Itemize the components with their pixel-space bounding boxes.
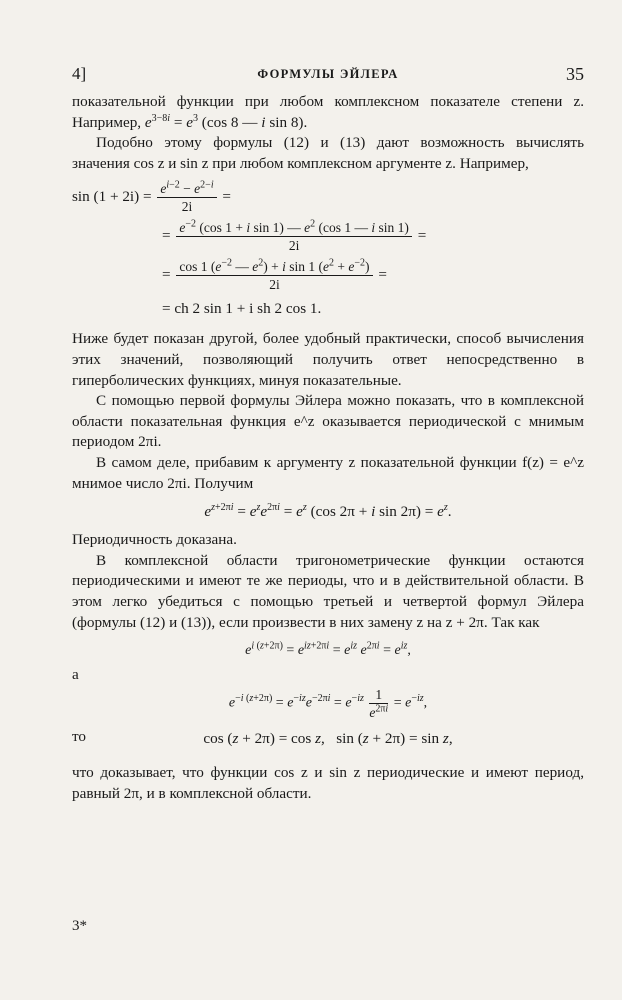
fraction-2-denominator: 2i: [288, 238, 300, 254]
page-body: [72, 60, 584, 804]
running-header: [72, 60, 584, 86]
fraction-2: [176, 219, 412, 254]
fraction-1-denominator: 2i: [181, 199, 193, 215]
word-to: то: [72, 727, 87, 745]
equation-e-minus-iz: $e^{-i (z+2\pi)} = e^{-iz}e^{-2\pi i} = e^{-iz}$ $\frac{1}{e^{2\pi i}}$ = $e^{-iz}$,: [228, 686, 428, 720]
running-title: ФОРМУЛЫ ЭЙЛЕРА: [257, 67, 399, 81]
paragraph-1: показательной функции при любом комплексном показателе степени z. Например, $e^{3-8i} = e^3$ (cos 8 — i sin 8).: [72, 93, 584, 131]
equation-sin-1: sin (1 + 2i) = $\frac{e^{i-2} - e^{2-i}}{2i}$ =: [72, 179, 231, 215]
fraction-4-denominator: $e^{2\pi i}$: [369, 703, 389, 720]
fraction-3-numerator: cos 1 ($e^{-2}$ — $e^2) + i$ sin 1 $(e^2 + e^{-2})$: [176, 258, 372, 276]
fraction-1-numerator: $e^{i-2} - e^{2-i}$: [157, 180, 216, 198]
equation-eiz: $e^{i (z+2\pi)} = e^{iz+2\pi i} = e^{iz}$ $e^{2\pi i} = e^{iz}$,: [245, 640, 411, 659]
equation-sin-4: = ch 2 sin 1 + i sh 2 cos 1.: [162, 300, 322, 318]
equation-trig-period: cos (z + 2π) = cos z, sin (z + 2π) = sin z,: [203, 730, 453, 748]
fraction-4-numerator: 1: [369, 686, 388, 704]
page-number: 35: [566, 64, 584, 84]
fraction-4: [369, 686, 388, 721]
equation-sin-2: = $\frac{e^{-2} (\cos 1 + i \sin 1) — e^2 (\cos 1 — i \sin 1)}{2i}$ =: [162, 218, 427, 254]
signature-mark: 3*: [72, 918, 87, 934]
paragraph-6: Периодичность доказана.: [72, 531, 237, 549]
paragraph-7: В комплексной области тригонометрические функции остаются периодическими и имеют те же периоды, что и в действительной области. В этом легко убедиться с помощью третьей и четвертой формул Эйлера (формулы (12) и (13)), если произвести в них замену z на z + 2π. Так как: [72, 551, 584, 631]
paragraph-2: Подобно этому формулы (12) и (13) дают возможность вычислять значения cos z и sin z при любом комплексном аргументе z. Например,: [72, 134, 584, 172]
equation-sin-3: = $\frac{\cos 1 (e^{-2} — e^2) + i \sin 1 (e^2 + e^{-2})}{2i}$ =: [162, 257, 387, 293]
fraction-3: [176, 258, 372, 293]
section-number: 4]: [72, 64, 87, 83]
paragraph-4: С помощью первой формулы Эйлера можно показать, что в комплексной области показательная функция e^z оказывается периодической с мнимым периодом 2πi.: [72, 392, 584, 451]
paragraph-8: что доказывает, что функции cos z и sin z периодические и имеют период, равный 2π, и в комплексной области.: [72, 764, 584, 802]
word-a: а: [72, 666, 79, 684]
paragraph-3: Ниже будет показан другой, более удобный практически, способ вычисления этих значений, позволяющий получить ответ непосредственно в гиперболических функциях, минуя показательные.: [72, 330, 584, 389]
equation-exp-period: $e^{z+2\pi i} = e^ze^{2\pi i} = e^z$ (cos 2π + i $\sin 2\pi) = e^z$.: [204, 502, 452, 521]
fraction-2-numerator: $e^{-2}$ (cos 1 + i sin 1) — $e^2$ (cos 1 — i sin 1): [176, 219, 412, 237]
fraction-1: [157, 180, 216, 215]
fraction-3-denominator: 2i: [269, 277, 280, 293]
paragraph-5: В самом деле, прибавим к аргументу z показательной функции f(z) = e^z мнимое число 2πi. Получим: [72, 453, 584, 492]
